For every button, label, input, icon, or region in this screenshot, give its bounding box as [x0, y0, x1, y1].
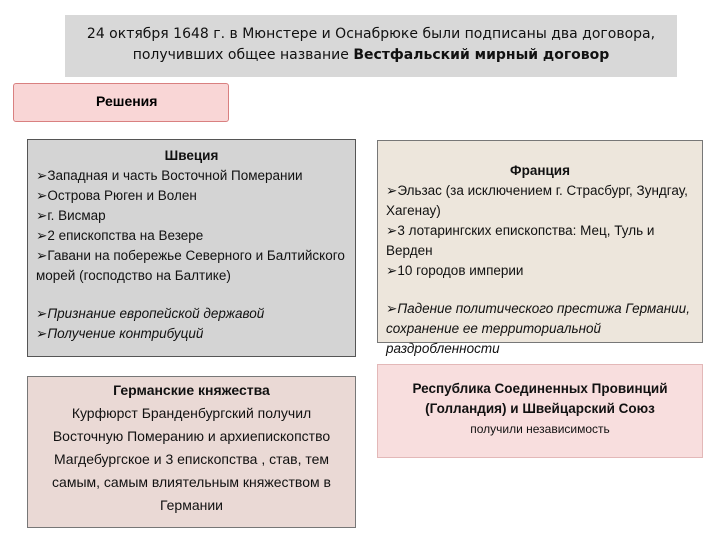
list-item-text: г. Висмар	[47, 208, 106, 223]
slide-title	[65, 15, 677, 77]
arrow-bullet-icon: ➢	[36, 248, 48, 263]
germany-panel	[27, 376, 356, 528]
list-item	[36, 206, 347, 226]
france-title: Франция	[510, 163, 570, 178]
list-item-text: Гавани на побережье Северного и Балтийского морей (господство на Балтике)	[36, 248, 345, 283]
sweden-panel	[27, 139, 356, 357]
list-item	[386, 181, 694, 221]
arrow-bullet-icon: ➢	[386, 183, 398, 198]
list-item	[36, 166, 347, 186]
list-item-text: Западная и часть Восточной Померании	[47, 168, 303, 183]
arrow-bullet-icon: ➢	[36, 208, 48, 223]
france-italic-items	[386, 299, 694, 359]
title-line-2-text: получивших общее название	[132, 47, 354, 63]
list-item-text: Падение политического престижа Германии, сохранение ее территориальной раздробленности	[386, 301, 690, 356]
france-items	[386, 181, 694, 281]
list-item	[386, 261, 694, 281]
list-item	[36, 226, 347, 246]
sweden-items	[36, 166, 347, 286]
list-item	[36, 324, 347, 344]
list-item-text: 3 лотарингских епископства: Мец, Туль и Верден	[386, 223, 655, 258]
list-item	[386, 299, 694, 359]
germany-title: Германские княжества	[113, 382, 270, 398]
list-item	[386, 221, 694, 261]
list-item	[36, 246, 347, 286]
arrow-bullet-icon: ➢	[386, 263, 398, 278]
title-treaty-name: Вестфальский мирный договор	[353, 47, 610, 63]
arrow-bullet-icon: ➢	[36, 306, 48, 321]
france-panel	[377, 140, 703, 356]
list-item-text: 2 епископства на Везере	[47, 228, 204, 243]
list-item	[36, 304, 347, 324]
sweden-italic-items	[36, 304, 347, 344]
arrow-bullet-icon: ➢	[36, 228, 48, 243]
title-line-1: 24 октября 1648 г. в Мюнстере и Оснабрюке были подписаны два договора,	[86, 26, 656, 42]
list-item-text: Эльзас (за исключением г. Страсбург, Зундгау, Хагенау)	[386, 183, 688, 218]
arrow-bullet-icon: ➢	[36, 168, 48, 183]
arrow-bullet-icon: ➢	[386, 223, 398, 238]
sweden-title: Швеция	[164, 148, 219, 163]
list-item	[36, 186, 347, 206]
list-item-text: Признание европейской державой	[47, 306, 265, 321]
republic-panel	[377, 364, 703, 458]
germany-text: Курфюрст Бранденбургский получил Восточную Померанию и архиепископство Магдебургское и 3 епископства , став, тем самым, самым влиятельным княжеством в Германии	[52, 405, 331, 513]
republic-text: получили независимость	[470, 422, 610, 436]
arrow-bullet-icon: ➢	[36, 326, 48, 341]
list-item-text: 10 городов империи	[397, 263, 524, 278]
title-line-2	[65, 45, 677, 66]
arrow-bullet-icon: ➢	[386, 301, 398, 316]
republic-title: Республика Соединенных Провинций (Голландия) и Швейцарский Союз	[412, 381, 668, 416]
decisions-label: Решения	[13, 83, 229, 122]
list-item-text: Острова Рюген и Волен	[47, 188, 197, 203]
list-item-text: Получение контрибуций	[47, 326, 204, 341]
arrow-bullet-icon: ➢	[36, 188, 48, 203]
